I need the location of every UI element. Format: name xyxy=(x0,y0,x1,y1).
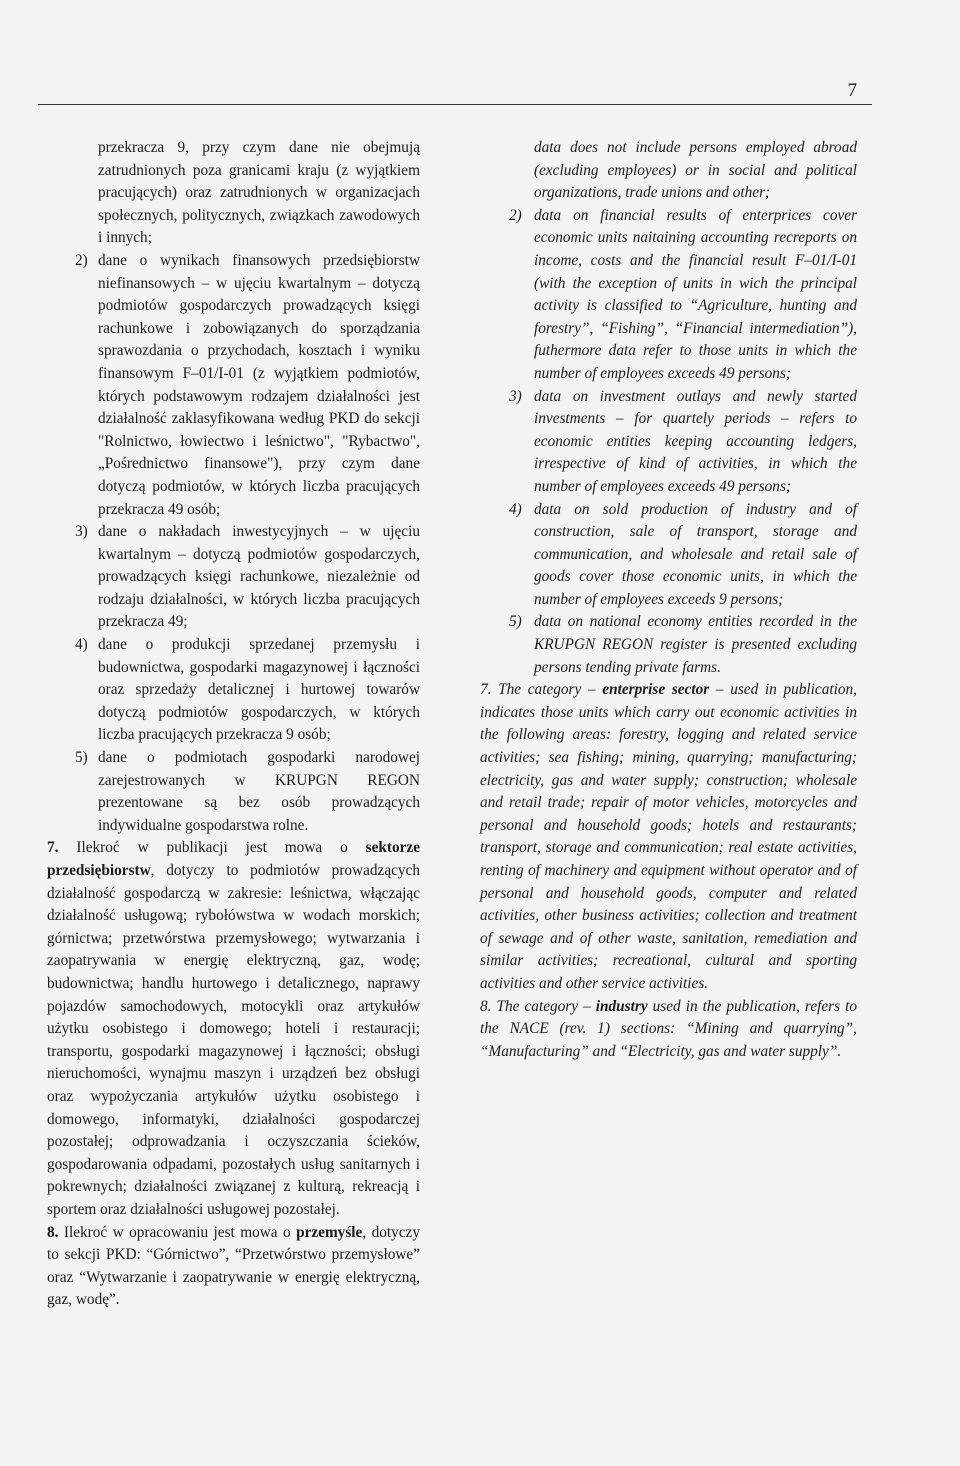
pl-item-2 xyxy=(47,250,420,521)
en-item1-continuation: data does not include persons employed abroad (excluding employees) or in social and political organizations, trade unions and other; xyxy=(534,139,857,202)
header-rule xyxy=(38,104,872,105)
en-section-8-term: industry xyxy=(595,997,648,1015)
pl-item-2-text: dane o wynikach finansowych przedsiębiorstw niefinansowych – w ujęciu kwartalnym – dotyczą podmiotów gospodarczych prowadzących księgi rachunkowe i zobowiązanych do sporządzania sprawozdania o przychodach, kosztach i wyniku finansowym F–01/I-01 (z wyjątkiem podmiotów, których podstawowym rodzajem działalności jest działalność zaklasyfikowana według PKD do sekcji "Rolnictwo, łowiectwo i leśnictwo", "Rybactwo", „Pośrednictwo finansowe"), przy czym dane dotyczą podmiotów, w których liczba pracujących przekracza 49 osób; xyxy=(98,251,420,518)
pl-item-4 xyxy=(47,634,420,747)
pl-item-3-number: 3) xyxy=(75,523,88,541)
en-item-2 xyxy=(480,205,857,386)
en-item-5 xyxy=(480,611,857,679)
polish-column xyxy=(47,137,420,1312)
pl-section-8-intro: Ilekroć w opracowaniu jest mowa o xyxy=(58,1223,297,1241)
pl-section-7-number: 7. xyxy=(47,839,59,857)
en-item-4-number: 4) xyxy=(509,500,522,518)
english-column xyxy=(480,137,857,1063)
en-item-3-text: data on investment outlays and newly started investments – for quartely periods – refers to economic entities keeping accounting ledgers, irrespective of kind of activities, in which the number of employees exceeds 49 persons; xyxy=(534,387,857,495)
pl-item-3-text: dane o nakładach inwestycyjnych – w ujęciu kwartalnym – dotyczą podmiotów gospodarczych, prowadzących księgi rachunkowe, niezależnie od rodzaju działalności, w których liczba pracujących przekracza 49; xyxy=(98,523,420,631)
pl-item-4-text: dane o produkcji sprzedanej przemysłu i budownictwa, gospodarki magazynowej i łączności oraz sprzedaży detalicznej i hurtowej towarów dotyczą podmiotów gospodarczych, w których liczba pracujących przekracza 9 osób; xyxy=(98,636,420,744)
en-section-8-number: 8. xyxy=(480,997,492,1015)
pl-item-4-number: 4) xyxy=(75,636,88,654)
en-item-5-number: 5) xyxy=(509,613,522,631)
en-section-8 xyxy=(480,996,857,1064)
en-section-7-term: enterprise sector xyxy=(602,681,710,699)
en-item-4-text: data on sold production of industry and of construction, sale of transport, storage and communication, and wholesale and retail sale of goods cover those economic units, in which the number of employees exceeds 9 persons; xyxy=(534,500,857,608)
en-section-7 xyxy=(480,679,857,995)
pl-item1-continuation: przekracza 9, przy czym dane nie obejmują zatrudnionych poza granicami kraju (z wyjątkiem pracujących) oraz zatrudnionych w organizacjach społecznych, politycznych, związkach zawodowych i innych; xyxy=(98,139,420,247)
en-item-5-text: data on national economy entities recorded in the KRUPGN REGON register is presented excluding persons tending private farms. xyxy=(534,613,857,676)
pl-section-7-term: sektorze przedsiębiorstw xyxy=(47,839,420,879)
pl-section-8-body: , dotyczy to sekcji PKD: “Górnictwo”, “Przetwórstwo przemysłowe” oraz “Wytwarzanie i zaopatrywanie w energię elektryczną, gaz, wodę”. xyxy=(47,1223,420,1309)
pl-section-8-number: 8. xyxy=(47,1223,59,1241)
pl-section-7-intro: Ilekroć w publikacji jest mowa o xyxy=(58,839,366,857)
pl-section-7-body: , dotyczy to podmiotów prowadzących działalność gospodarczą w zakresie: leśnictwa, włączając działalność usługową; rybołówstwa w wodach morskich; górnictwa; przetwórstwa przemysłowego; wytwarzania i zaopatrywania w energię elektryczną, gaz, wodę; budownictwa; handlu hurtowego i detalicznego, naprawy pojazdów samochodowych, motocykli oraz artykułów użytku osobistego i domowego; hoteli i restauracji; transportu, gospodarki magazynowej i łączności; obsługi nieruchomości, wynajmu maszyn i urządzeń bez obsługi oraz wypożyczania artykułów użytku osobistego i domowego, informatyki, działalności gospodarczej pozostałej; odprowadzania i oczyszczania ścieków, gospodarowania odpadami, pozostałych usług sanitarnych i pokrewnych; działalności związanej z kulturą, rekreacją i sportem oraz działalności usługowej pozostałej. xyxy=(47,862,420,1218)
pl-item-3 xyxy=(47,521,420,634)
pl-section-7 xyxy=(47,837,420,1221)
page-number: 7 xyxy=(847,80,857,101)
en-section-7-body: – used in publication, indicates those units which carry out economic activities in the following areas: forestry, logging and related service activities; sea fishing; mining, quarrying; manufacturing; electricity, gas and water supply; construction; wholesale and retail trade; repair of motor vehicles, motorcycles and personal and household goods; hotels and restaurants; transport, storage and communication; real estate activities, renting of machinery and equipment without operator and of personal and household goods, computer and related activities, other business activities; collection and treatment of sewage and of other waste, sanitation, remediation and similar activities; recreational, cultural and sporting activities and other service activities. xyxy=(480,681,857,992)
en-section-8-body: used in the publication, refers to the NACE (rev. 1) sections: “Mining and quarrying”, “Manufacturing” and “Electricity, gas and water supply”. xyxy=(480,997,857,1060)
pl-item-5 xyxy=(47,747,420,837)
en-item-2-text: data on financial results of enterprices cover economic units naitaining accounting recreports on income, costs and the financial result F–01/I-01 (with the exception of units in wich the principal activity is classified to “Agriculture, hunting and forestry”, “Fishing”, “Financial intermediation”), futhermore data refer to those units in which the number of employees exceeds 49 persons; xyxy=(534,206,857,382)
en-item-3 xyxy=(480,386,857,499)
en-section-7-intro: The category – xyxy=(491,681,603,699)
en-item-2-number: 2) xyxy=(509,206,522,224)
pl-section-8-term: przemyśle xyxy=(296,1223,363,1241)
en-section-7-number: 7. xyxy=(480,681,492,699)
pl-section-8 xyxy=(47,1222,420,1312)
pl-item-2-number: 2) xyxy=(75,251,88,269)
en-section-8-intro: The category – xyxy=(491,997,596,1015)
pl-item-5-text: dane o podmiotach gospodarki narodowej zarejestrowanych w KRUPGN REGON prezentowane są bez osób prowadzących indywidualne gospodarstwa rolne. xyxy=(98,749,420,834)
en-item-3-number: 3) xyxy=(509,387,522,405)
en-item-4 xyxy=(480,499,857,612)
pl-item-5-number: 5) xyxy=(75,749,88,767)
